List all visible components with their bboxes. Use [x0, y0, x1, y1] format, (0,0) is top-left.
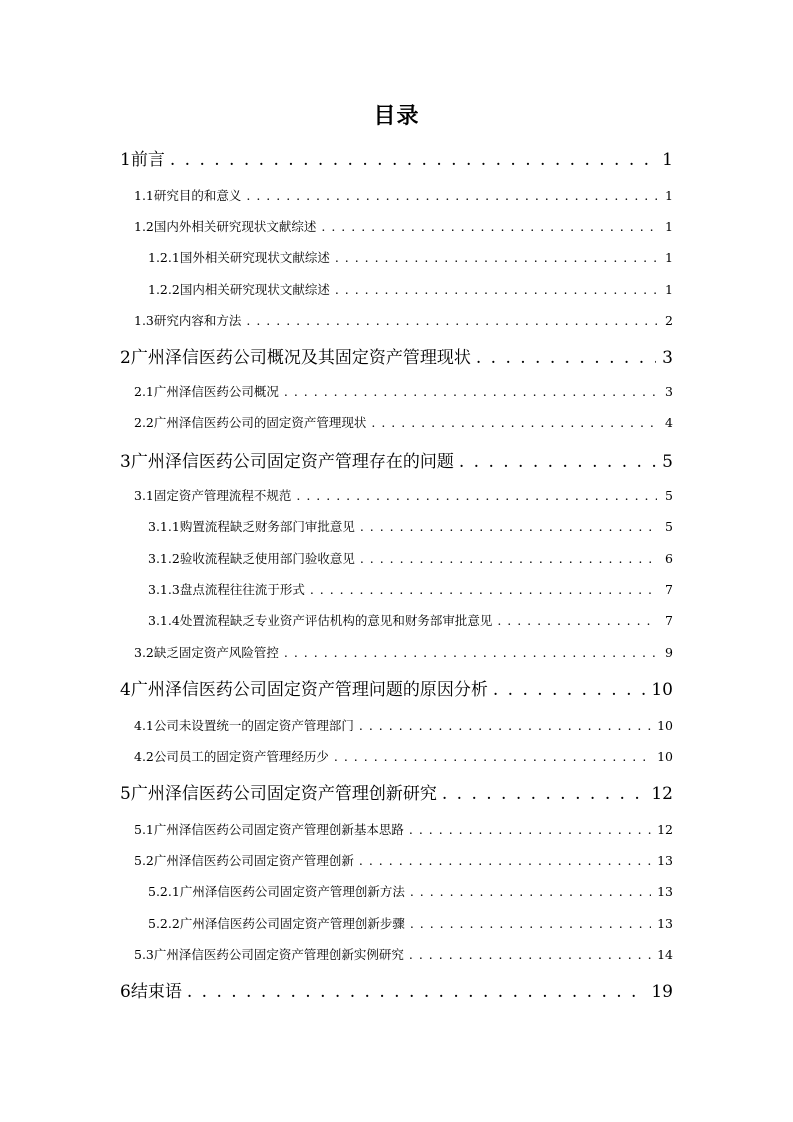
toc-entry-title: 验收流程缺乏使用部门验收意见 [179, 551, 355, 566]
toc-entry-title: 广州泽信医药公司的固定资产管理现状 [153, 415, 367, 430]
toc-entry-title: 盘点流程往往流于形式 [179, 582, 305, 597]
toc-entry-page-number: 7 [665, 582, 673, 597]
toc-entry-number: 1.2 [134, 219, 154, 234]
toc-entry-number: 3 [120, 452, 131, 472]
toc-entry-page-number: 1 [665, 282, 673, 297]
toc-leader-dots [459, 449, 656, 475]
toc-entry-page-number: 3 [662, 348, 673, 368]
toc-entry-title: 固定资产管理流程不规范 [153, 488, 292, 503]
toc-entry-number: 4.1 [134, 718, 154, 733]
toc-entry-page-number: 13 [657, 884, 673, 899]
toc-entry-page-number: 9 [665, 645, 673, 660]
toc-leader-dots [296, 486, 657, 506]
toc-entry-title: 广州泽信医药公司固定资产管理问题的原因分析 [130, 680, 488, 700]
toc-entry-title: 广州泽信医药公司固定资产管理存在的问题 [130, 452, 454, 472]
toc-entry-number: 6 [120, 982, 131, 1002]
toc-entry-title: 研究内容和方法 [153, 313, 242, 328]
toc-leader-dots [334, 747, 651, 767]
toc-entry [148, 549, 673, 569]
toc-leader-dots [371, 413, 657, 433]
toc-entry-number: 1.3 [134, 313, 154, 328]
toc-entry-page-number: 7 [665, 613, 673, 628]
toc-entry-title: 处置流程缺乏专业资产评估机构的意见和财务部审批意见 [179, 613, 493, 628]
toc-entry-title: 广州泽信医药公司固定资产管理创新步骤 [179, 916, 405, 931]
toc-leader-dots [410, 914, 651, 934]
toc-entry-page-number: 13 [657, 916, 673, 931]
toc-entry-page-number: 1 [662, 150, 673, 170]
toc-entry-page-number: 1 [665, 188, 673, 203]
toc-entry-page-number: 5 [662, 452, 673, 472]
toc-leader-dots [476, 345, 656, 371]
toc-entry [120, 677, 673, 703]
toc-entry [134, 820, 673, 840]
toc-leader-dots [493, 677, 646, 703]
toc-leader-dots [410, 882, 651, 902]
toc-leader-dots [321, 217, 657, 237]
toc-entry-page-number: 5 [665, 488, 673, 503]
toc-entry-number: 2 [120, 348, 131, 368]
toc-entry-number: 3.1.3 [148, 582, 180, 597]
page-title: 目录 [373, 103, 420, 129]
toc-entry-title: 国内相关研究现状文献综述 [179, 282, 330, 297]
toc-entry-page-number: 3 [665, 384, 673, 399]
toc-entry [134, 716, 673, 736]
toc-entry [134, 643, 673, 663]
toc-entry-page-number: 10 [657, 718, 673, 733]
toc-entry [134, 851, 673, 871]
toc-entry [148, 580, 673, 600]
toc-entry [148, 914, 673, 934]
toc-entry-page-number: 2 [665, 313, 673, 328]
toc-entry [148, 280, 673, 300]
toc-leader-dots [284, 643, 657, 663]
toc-leader-dots [442, 781, 646, 807]
toc-entry-page-number: 5 [665, 519, 673, 534]
toc-entry [148, 611, 673, 631]
toc-entry [134, 311, 673, 331]
toc-entry-page-number: 6 [665, 551, 673, 566]
toc-entry-page-number: 14 [657, 947, 673, 962]
toc-entry-page-number: 19 [651, 982, 673, 1002]
toc-entry-page-number: 1 [665, 250, 673, 265]
toc-entry-number: 5.2 [134, 853, 154, 868]
toc-entry-number: 5.1 [134, 822, 154, 837]
toc-entry-page-number: 10 [651, 680, 673, 700]
toc-entry-page-number: 10 [657, 749, 673, 764]
toc-entry [134, 747, 673, 767]
toc-entry [120, 147, 673, 173]
toc-entry-title: 结束语 [130, 982, 182, 1002]
toc-leader-dots [310, 580, 657, 600]
toc-entry-title: 广州泽信医药公司固定资产管理创新研究 [130, 784, 437, 804]
toc-entry-title: 广州泽信医药公司概况 [153, 384, 279, 399]
toc-entry [120, 781, 673, 807]
toc-leader-dots [246, 311, 657, 331]
toc-leader-dots [284, 382, 657, 402]
toc-entry-page-number: 1 [665, 219, 673, 234]
toc-entry-number: 2.2 [134, 415, 154, 430]
toc-entry [148, 882, 673, 902]
toc-entry [134, 217, 673, 237]
toc-entry-title: 广州泽信医药公司概况及其固定资产管理现状 [130, 348, 471, 368]
toc-entry-number: 1 [120, 150, 131, 170]
toc-entry-number: 3.1.2 [148, 551, 180, 566]
toc-entry [134, 382, 673, 402]
toc-entry-title: 国内外相关研究现状文献综述 [153, 219, 317, 234]
toc-entry [134, 486, 673, 506]
toc-leader-dots [187, 979, 646, 1005]
toc-entry-number: 1.2.1 [148, 250, 180, 265]
toc-entry-title: 研究目的和意义 [153, 188, 242, 203]
toc-leader-dots [359, 716, 651, 736]
toc-entry-title: 广州泽信医药公司固定资产管理创新实例研究 [153, 947, 404, 962]
toc-entry-page-number: 12 [651, 784, 673, 804]
toc-entry-title: 前言 [130, 150, 165, 170]
toc-entry-number: 5.2.1 [148, 884, 180, 899]
toc-entry-title: 公司员工的固定资产管理经历少 [153, 749, 329, 764]
toc-leader-dots [335, 280, 657, 300]
toc-entry-number: 3.1.1 [148, 519, 180, 534]
toc-entry-title: 广州泽信医药公司固定资产管理创新 [153, 853, 354, 868]
toc-leader-dots [360, 517, 657, 537]
toc-entry-number: 4.2 [134, 749, 154, 764]
toc-entry-title: 公司未设置统一的固定资产管理部门 [153, 718, 354, 733]
toc-entry-page-number: 4 [665, 415, 673, 430]
toc-entry [134, 413, 673, 433]
toc-entry-number: 5.3 [134, 947, 154, 962]
toc-entry-number: 5.2.2 [148, 916, 180, 931]
toc-entry [120, 449, 673, 475]
toc-leader-dots [359, 851, 651, 871]
toc-entry-number: 1.1 [134, 188, 154, 203]
toc-entry [120, 345, 673, 371]
toc-entry-title: 购置流程缺乏财务部门审批意见 [179, 519, 355, 534]
toc-entry-number: 3.2 [134, 645, 154, 660]
toc-entry-title: 国外相关研究现状文献综述 [179, 250, 330, 265]
toc-entry-number: 5 [120, 784, 131, 804]
toc-entry-page-number: 12 [657, 822, 673, 837]
toc-leader-dots [497, 611, 657, 631]
toc-leader-dots [409, 820, 651, 840]
toc-entry [134, 186, 673, 206]
toc-entry-number: 4 [120, 680, 131, 700]
toc-entry-number: 3.1 [134, 488, 154, 503]
toc-leader-dots [409, 945, 651, 965]
toc-leader-dots [246, 186, 657, 206]
toc-leader-dots [170, 147, 656, 173]
toc-entry [148, 517, 673, 537]
toc-entry-number: 2.1 [134, 384, 154, 399]
toc-entry-number: 3.1.4 [148, 613, 180, 628]
toc-entry-number: 1.2.2 [148, 282, 180, 297]
toc-entry [120, 979, 673, 1005]
toc-entry-title: 缺乏固定资产风险管控 [153, 645, 279, 660]
toc-entry [134, 945, 673, 965]
toc-entry-title: 广州泽信医药公司固定资产管理创新基本思路 [153, 822, 404, 837]
toc-leader-dots [335, 248, 657, 268]
toc-entry-page-number: 13 [657, 853, 673, 868]
toc-entry-title: 广州泽信医药公司固定资产管理创新方法 [179, 884, 405, 899]
toc-leader-dots [360, 549, 657, 569]
toc-entry [148, 248, 673, 268]
